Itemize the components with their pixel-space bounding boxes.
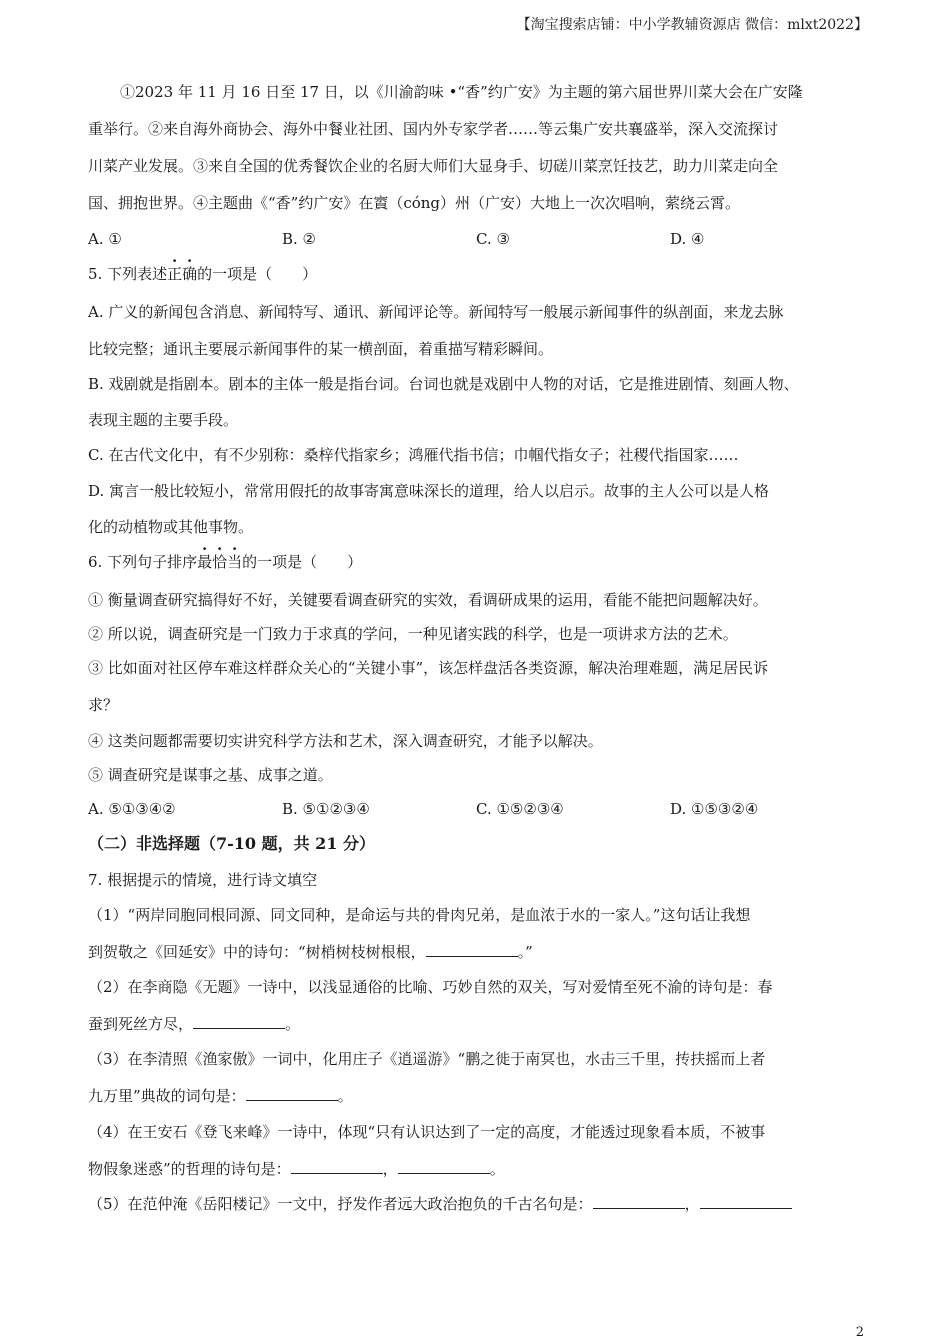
q6-sentence-3-line-1: ③ 比如面对社区停车难这样群众关心的“关键小事”，该怎样盘活各类资源，解决治理难题，满足居民诉 [88, 659, 769, 677]
q6-sentence-3-line-2: 求？ [88, 696, 119, 714]
q6-sentence-1: ① 衡量调查研究搞得好不好，关键要看调查研究的实效，看调研成果的运用，看能不能把问题解决好。 [88, 591, 768, 609]
q7-part-5-comma: ， [684, 1195, 700, 1213]
q5-option-c: C. 在古代文化中，有不少别称：桑梓代指家乡；鸿雁代指书信；巾帼代指女子；社稷代指国家…… [88, 446, 739, 464]
q6-emphasis-char-2: 恰 [212, 553, 228, 571]
q7-part-2-text: 蚕到死丝方尽， [88, 1015, 194, 1033]
q7-part-2-line-2 [88, 1014, 300, 1034]
q7-part-4-line-1: （4）在王安石《登飞来峰》一诗中，体现“只有认识达到了一定的高度，才能透过现象看本质，不被事 [88, 1123, 766, 1141]
answer-blank-2[interactable] [193, 1014, 285, 1029]
q6-title-prefix: 6. 下列句子排序 [88, 553, 198, 571]
q7-part-4-comma: ， [382, 1160, 398, 1178]
q6-option-d: D. ①⑤③②④ [670, 800, 759, 818]
q7-part-5-text: （5）在范仲淹《岳阳楼记》一文中，抒发作者远大政治抱负的千古名句是： [88, 1195, 593, 1213]
q7-part-1-line-1: （1）“两岸同胞同根同源、同文同种，是命运与共的骨肉兄弟，是血浓于水的一家人。”这句话让我想 [88, 906, 751, 924]
q7-part-4-text: 物假象迷惑”的哲理的诗句是： [88, 1160, 291, 1178]
q6-emphasis-char-1: 最 [197, 553, 213, 571]
q7-part-1-end: 。” [517, 943, 533, 961]
q6-sentence-5: ⑤ 调查研究是谋事之基、成事之道。 [88, 766, 333, 784]
answer-blank-1[interactable] [426, 942, 518, 957]
q7-part-1-text: 到贺敬之《回延安》中的诗句：“树梢树枝树根根， [88, 943, 426, 961]
answer-blank-4a[interactable] [291, 1159, 383, 1174]
q6-sentence-4: ④ 这类问题都需要切实讲究科学方法和艺术，深入调查研究，才能予以解决。 [88, 732, 603, 750]
q5-emphasis-char-2: 确 [182, 265, 198, 283]
q6-title-suffix: 的一项是（ ） [242, 553, 363, 571]
q5-option-b-line-2: 表现主题的主要手段。 [88, 411, 239, 429]
q5-emphasis-char-1: 正 [167, 265, 183, 283]
q5-title-suffix: 的一项是（ ） [197, 265, 318, 283]
answer-blank-5b[interactable] [700, 1194, 792, 1209]
q4-option-b: B. ② [282, 230, 317, 248]
q7-part-3-text: 九万里”典故的词句是： [88, 1087, 246, 1105]
answer-blank-5a[interactable] [593, 1194, 685, 1209]
q5-option-d-line-2: 化的动植物或其他事物。 [88, 518, 254, 536]
question-6-title [88, 552, 362, 572]
q5-option-b-line-1: B. 戏剧就是指剧本。剧本的主体一般是指台词。台词也就是戏剧中人物的对话，它是推进剧情、刻画人物、 [88, 375, 799, 393]
passage-line-1: ①2023 年 11 月 16 日至 17 日，以《川渝韵味 •“香”约广安》为主题的第六届世界川菜大会在广安隆 [120, 83, 803, 101]
q7-part-3-line-2 [88, 1086, 353, 1106]
q7-part-2-end: 。 [285, 1015, 301, 1033]
section-2-title: （二）非选择题（7-10 题，共 21 分） [88, 834, 376, 853]
q6-sentence-2: ② 所以说，调查研究是一门致力于求真的学问，一种见诸实践的科学，也是一项讲求方法的艺术。 [88, 625, 738, 643]
passage-line-2: 重举行。②来自海外商协会、海外中餐业社团、国内外专家学者……等云集广安共襄盛举，深入交流探讨 [88, 120, 779, 138]
q4-option-a: A. ① [88, 230, 122, 248]
q7-part-4-line-2 [88, 1159, 505, 1179]
q5-option-a-line-2: 比较完整；通讯主要展示新闻事件的某一横剖面，着重描写精彩瞬间。 [88, 340, 554, 358]
passage-line-3: 川菜产业发展。③来自全国的优秀餐饮企业的名厨大师们大显身手、切磋川菜烹饪技艺，助力川菜走向全 [88, 157, 779, 175]
q4-option-d: D. ④ [670, 230, 705, 248]
page-number: 2 [855, 1325, 864, 1340]
answer-blank-3[interactable] [246, 1086, 338, 1101]
q6-option-b: B. ⑤①②③④ [282, 800, 370, 818]
q7-part-3-end: 。 [337, 1087, 353, 1105]
q4-option-c: C. ③ [476, 230, 510, 248]
question-7-title: 7. 根据提示的情境，进行诗文填空 [88, 871, 318, 889]
q7-part-5-line [88, 1194, 792, 1214]
q7-part-4-end: 。 [489, 1160, 505, 1178]
page-header: 【淘宝搜索店铺：中小学教辅资源店 微信：mlxt2022】 [516, 17, 868, 33]
q5-option-d-line-1: D. 寓言一般比较短小，常常用假托的故事寄寓意味深长的道理，给人以启示。故事的主人公可以是人格 [88, 482, 770, 500]
q5-option-a-line-1: A. 广义的新闻包含消息、新闻特写、通讯、新闻评论等。新闻特写一般展示新闻事件的纵剖面，来龙去脉 [88, 303, 784, 321]
passage-line-4: 国、拥抱世界。④主题曲《“香”约广安》在賨（cóng）州（广安）大地上一次次唱响，萦绕云霄。 [88, 194, 741, 212]
q6-option-c: C. ①⑤②③④ [476, 800, 564, 818]
question-5-title [88, 264, 317, 284]
q6-option-a: A. ⑤①③④② [88, 800, 176, 818]
q7-part-3-line-1: （3）在李清照《渔家傲》一词中，化用庄子《逍遥游》“鹏之徙于南冥也，水击三千里，抟扶摇而上者 [88, 1050, 766, 1068]
q6-emphasis-char-3: 当 [227, 553, 243, 571]
q7-part-2-line-1: （2）在李商隐《无题》一诗中，以浅显通俗的比喻、巧妙自然的双关，写对爱情至死不渝的诗句是：春 [88, 978, 773, 996]
q5-title-prefix: 5. 下列表述 [88, 265, 168, 283]
q7-part-1-line-2 [88, 942, 533, 962]
answer-blank-4b[interactable] [398, 1159, 490, 1174]
